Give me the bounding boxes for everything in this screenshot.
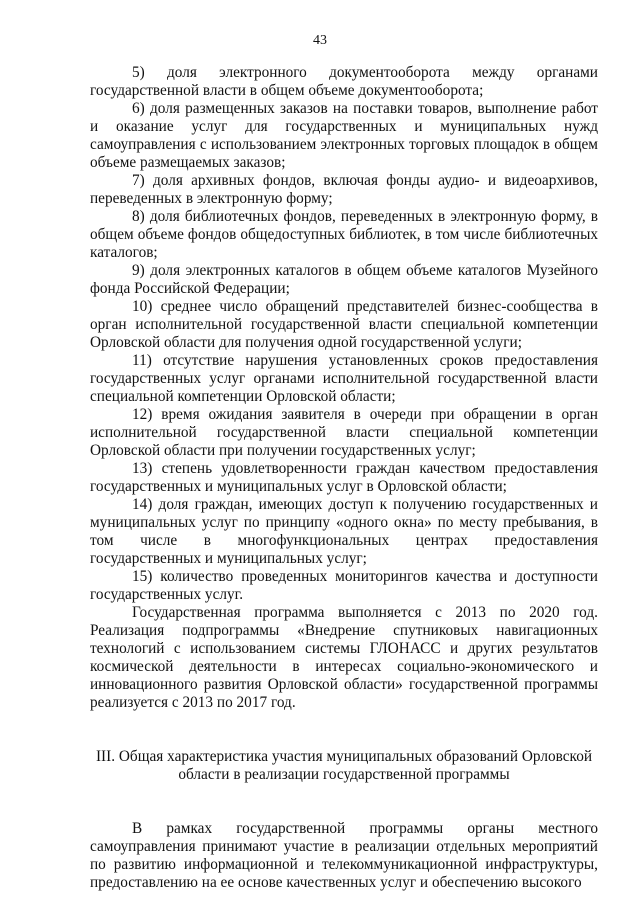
list-item: 6) доля размещенных заказов на поставки товаров, выполнение работ и оказание услуг для государственных и муниципальных нужд самоуправления с использованием электронных торговых площадок в общем объеме размещаемых заказов; [90, 100, 598, 171]
section-paragraph: В рамках государственной программы органы местного самоуправления принимают участие в реализации отдельных мероприятий по развитию информационной и телекоммуникационной инфраструктуры, предоставлению на ее основе качественных услуг и обеспечению высокого [90, 820, 598, 891]
list-item: 13) степень удовлетворенности граждан качеством предоставления государственных и муниципальных услуг в Орловской области; [90, 460, 598, 495]
list-item: 15) количество проведенных мониторингов качества и доступности государственных услуг. [90, 568, 598, 603]
page-number: 43 [313, 33, 327, 48]
section-heading [90, 748, 598, 784]
list-item: 10) среднее число обращений представителей бизнес-сообщества в орган исполнительной государственной власти специальной компетенции Орловской области для получения одной государственной услуги; [90, 298, 598, 351]
list-item: 12) время ожидания заявителя в очереди при обращении в орган исполнительной государственной власти специальной компетенции Орловской области при получении государственных услуг; [90, 406, 598, 459]
program-paragraph: Государственная программа выполняется с 2013 по 2020 год. Реализация подпрограммы «Внедрение спутниковых навигационных технологий с использованием системы ГЛОНАСС и других результатов космической деятельности в интересах социально-экономического и инновационного развития Орловской области» государственной программы реализуется с 2013 по 2017 год. [90, 604, 598, 711]
document-body [90, 64, 598, 892]
list-item: 8) доля библиотечных фондов, переведенных в электронную форму, в общем объеме фондов общедоступных библиотек, в том числе библиотечных каталогов; [90, 208, 598, 261]
list-item: 14) доля граждан, имеющих доступ к получению государственных и муниципальных услуг по принципу «одного окна» по месту пребывания, в том числе в многофункциональных центрах предоставления государственных и муниципальных услуг; [90, 496, 598, 567]
list-item: 5) доля электронного документооборота между органами государственной власти в общем объеме документооборота; [90, 64, 598, 99]
list-item: 9) доля электронных каталогов в общем объеме каталогов Музейного фонда Российской Федерации; [90, 262, 598, 297]
section-heading-line: III. Общая характеристика участия муниципальных образований Орловской [95, 748, 593, 765]
list-item: 11) отсутствие нарушения установленных сроков предоставления государственных услуг органами исполнительной государственной власти специальной компетенции Орловской области; [90, 352, 598, 405]
section-heading-line: области в реализации государственной программы [178, 766, 510, 783]
list-item: 7) доля архивных фондов, включая фонды аудио- и видеоархивов, переведенных в электронную форму; [90, 172, 598, 207]
